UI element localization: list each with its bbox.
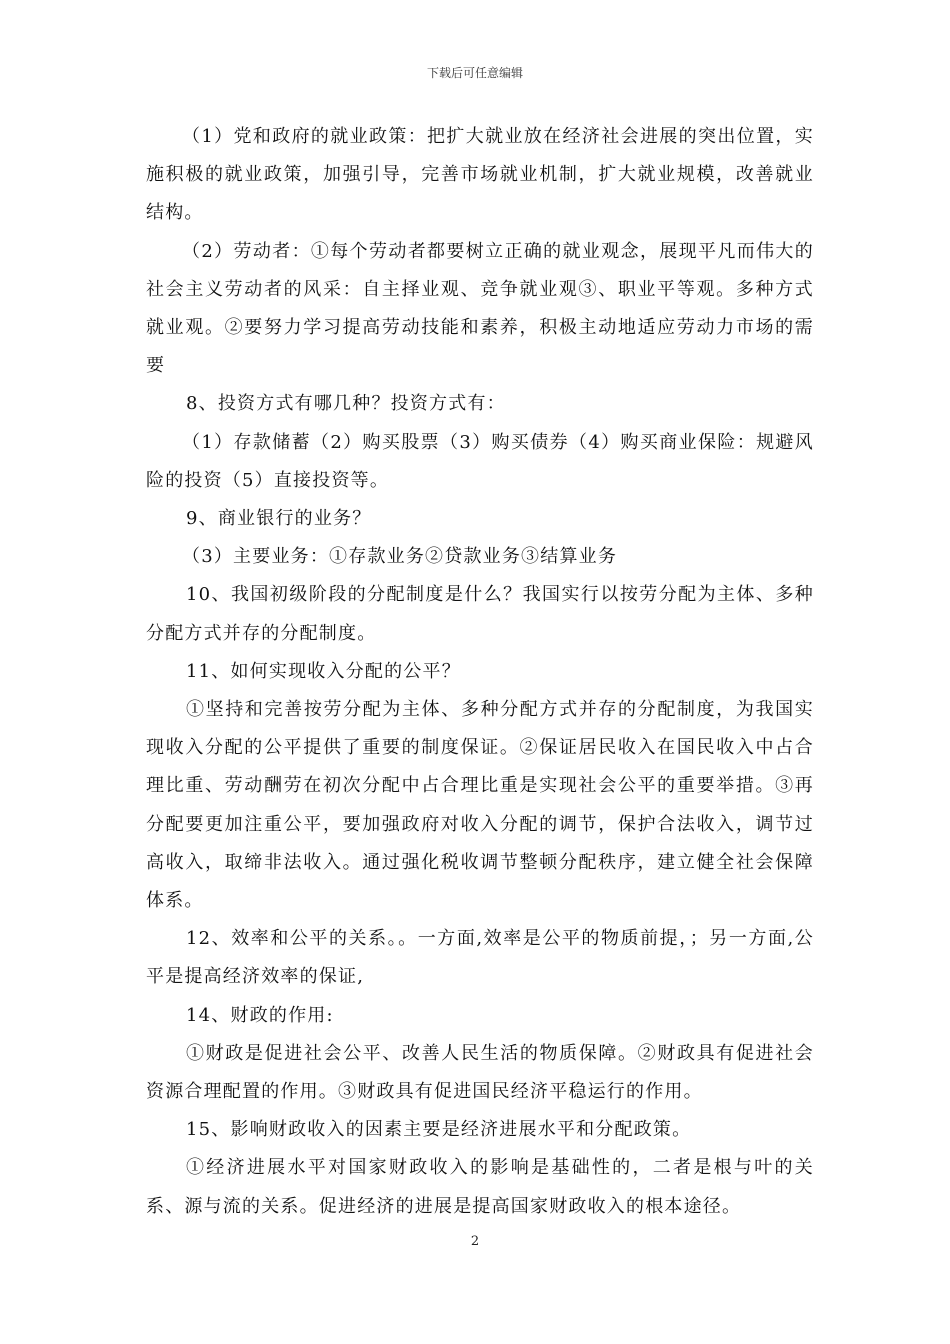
paragraph-q9-bank: 9、商业银行的业务？ xyxy=(186,508,372,530)
paragraph-q12-efficiency: 12、效率和公平的关系。。一方面,效率是公平的物质前提，；另一方面,公平是提高经济效率的保证, xyxy=(146,928,814,988)
paragraph-q14-finance: 14、财政的作用: xyxy=(186,1004,334,1026)
page-header: 下载后可任意编辑 xyxy=(426,66,523,80)
paragraph-fairness-answer: ①坚持和完善按劳分配为主体、多种分配方式并存的分配制度，为我国实现收入分配的公平提供了重要的制度保证。②保证居民收入在国民收入中占合理比重、劳动酬劳在初次分配中占合理比重是实现社会公平的重要举措。③再分配要更加注重公平，要加强政府对收入分配的调节，保护合法收入，调节过高收入，取缔非法收入。通过强化税收调节整顿分配秩序，建立健全社会保障体系。 xyxy=(146,699,814,912)
paragraph-employment-policy: （1）党和政府的就业政策：把扩大就业放在经济社会进展的突出位置，实施积极的就业政策，加强引导，完善市场就业机制，扩大就业规模，改善就业结构。 xyxy=(146,126,814,224)
document-body xyxy=(146,118,814,1226)
paragraph-q15-revenue: 15、影响财政收入的因素主要是经济进展水平和分配政策。 xyxy=(186,1119,692,1141)
paragraph-workers: （2）劳动者：①每个劳动者都要树立正确的就业观念，展现平凡而伟大的社会主义劳动者的风采：自主择业观、竞争就业观③、职业平等观。多种方式就业观。②要努力学习提高劳动技能和素养，积极主动地适应劳动力市场的需要 xyxy=(146,240,814,377)
paragraph-revenue-answer: ①经济进展水平对国家财政收入的影响是基础性的，二者是根与叶的关系、源与流的关系。促进经济的进展是提高国家财政收入的根本途径。 xyxy=(146,1157,814,1217)
paragraph-q11-fairness: 11、如何实现收入分配的公平？ xyxy=(186,660,461,682)
page-number: 2 xyxy=(470,1234,480,1249)
paragraph-q10-distribution: 10、我国初级阶段的分配制度是什么？我国实行以按劳分配为主体、多种分配方式并存的分配制度。 xyxy=(146,584,814,644)
paragraph-bank-business: （3）主要业务：①存款业务②贷款业务③结算业务 xyxy=(182,546,618,568)
paragraph-investment-list: （1）存款储蓄（2）购买股票（3）购买债券（4）购买商业保险：规避风险的投资（5）直接投资等。 xyxy=(146,431,814,491)
paragraph-q8-investment: 8、投资方式有哪几种？投资方式有： xyxy=(186,393,506,415)
paragraph-finance-role: ①财政是促进社会公平、改善人民生活的物质保障。②财政具有促进社会资源合理配置的作用。③财政具有促进国民经济平稳运行的作用。 xyxy=(146,1042,814,1103)
